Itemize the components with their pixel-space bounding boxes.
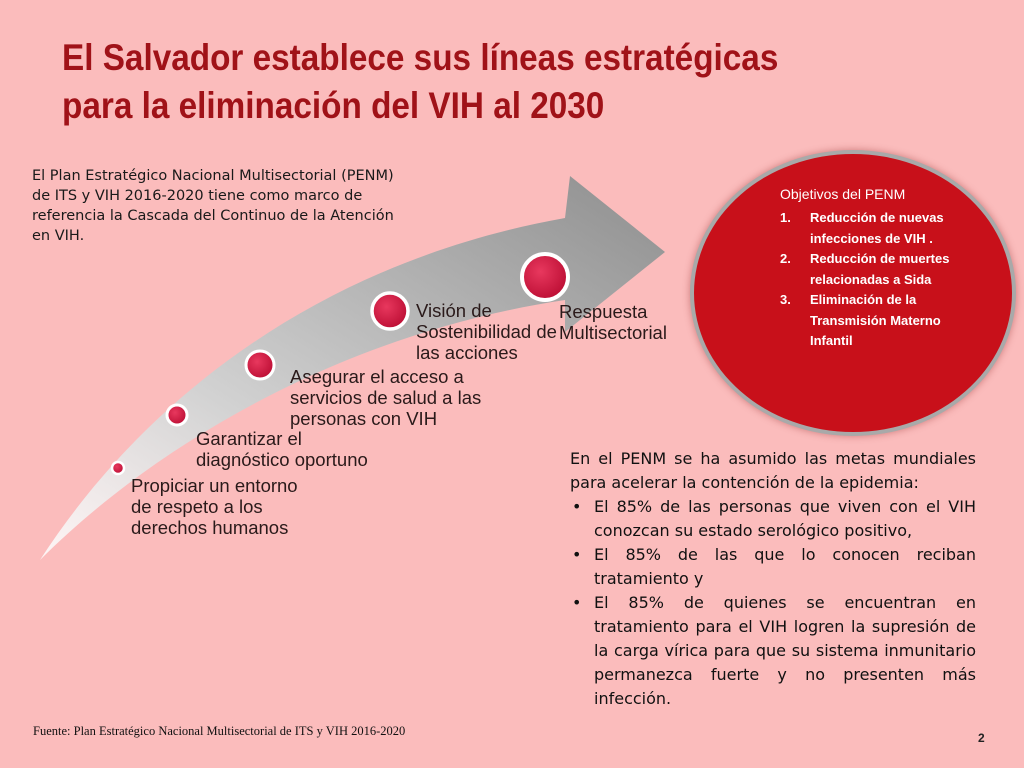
objective-number: 1. (780, 210, 791, 225)
source-citation: Fuente: Plan Estratégico Nacional Multisectorial de ITS y VIH 2016-2020 (33, 724, 406, 738)
step-label-sustainability: Visión de Sostenibilidad de las acciones (416, 300, 557, 363)
step-label-human-rights: Propiciar un entorno de respeto a los derechos humanos (131, 475, 298, 538)
page-number: 2 (978, 731, 985, 745)
goal-text: El 85% de las que lo conocen reciban tratamiento y (594, 545, 976, 588)
objective-number: 2. (780, 251, 791, 266)
bullet-icon: • (572, 545, 582, 564)
global-goals-list (570, 495, 976, 711)
intro-paragraph: El Plan Estratégico Nacional Multisectorial (PENM) de ITS y VIH 2016-2020 tiene como marco de referencia la Cascada del Continuo de la Atención en VIH. (32, 168, 394, 244)
objective-item (778, 249, 968, 290)
objective-text: Reducción de nuevas infecciones de VIH . (810, 210, 944, 246)
goal-text: El 85% de quienes se encuentran en tratamiento para el VIH logren la supresión de la carga vírica para que su sistema inmunitario permanezca fuerte y no presenten más infección. (594, 593, 976, 708)
bullet-icon: • (572, 593, 582, 612)
step-label-multisectoral: Respuesta Multisectorial (559, 301, 667, 343)
global-goals-section (570, 447, 976, 711)
objectives-list (778, 208, 968, 352)
goal-item (570, 543, 976, 591)
page-title-line-1: El Salvador establece sus líneas estratégicas (62, 37, 779, 78)
step-marker-5 (522, 254, 568, 300)
global-goals-intro: En el PENM se ha asumido las metas mundiales para acelerar la contención de la epidemia: (570, 449, 976, 492)
objective-item (778, 208, 968, 249)
goal-text: El 85% de las personas que viven con el VIH conozcan su estado serológico positivo, (594, 497, 976, 540)
step-marker-2 (167, 405, 187, 425)
step-label-health-access: Asegurar el acceso a servicios de salud a las personas con VIH (290, 366, 482, 429)
goal-item (570, 495, 976, 543)
step-marker-3 (246, 351, 274, 379)
objective-item (778, 290, 968, 352)
step-marker-1 (112, 462, 124, 474)
step-marker-4 (372, 293, 408, 329)
objective-text: Reducción de muertes relacionadas a Sida (810, 251, 950, 287)
bullet-icon: • (572, 497, 582, 516)
goal-item (570, 591, 976, 711)
page-title-line-2: para la eliminación del VIH al 2030 (62, 85, 605, 126)
step-label-diagnosis: Garantizar el diagnóstico oportuno (196, 428, 368, 470)
objectives-title: Objetivos del PENM (780, 186, 906, 202)
objective-number: 3. (780, 292, 791, 307)
objective-text: Eliminación de la Transmisión Materno Infantil (810, 292, 941, 348)
